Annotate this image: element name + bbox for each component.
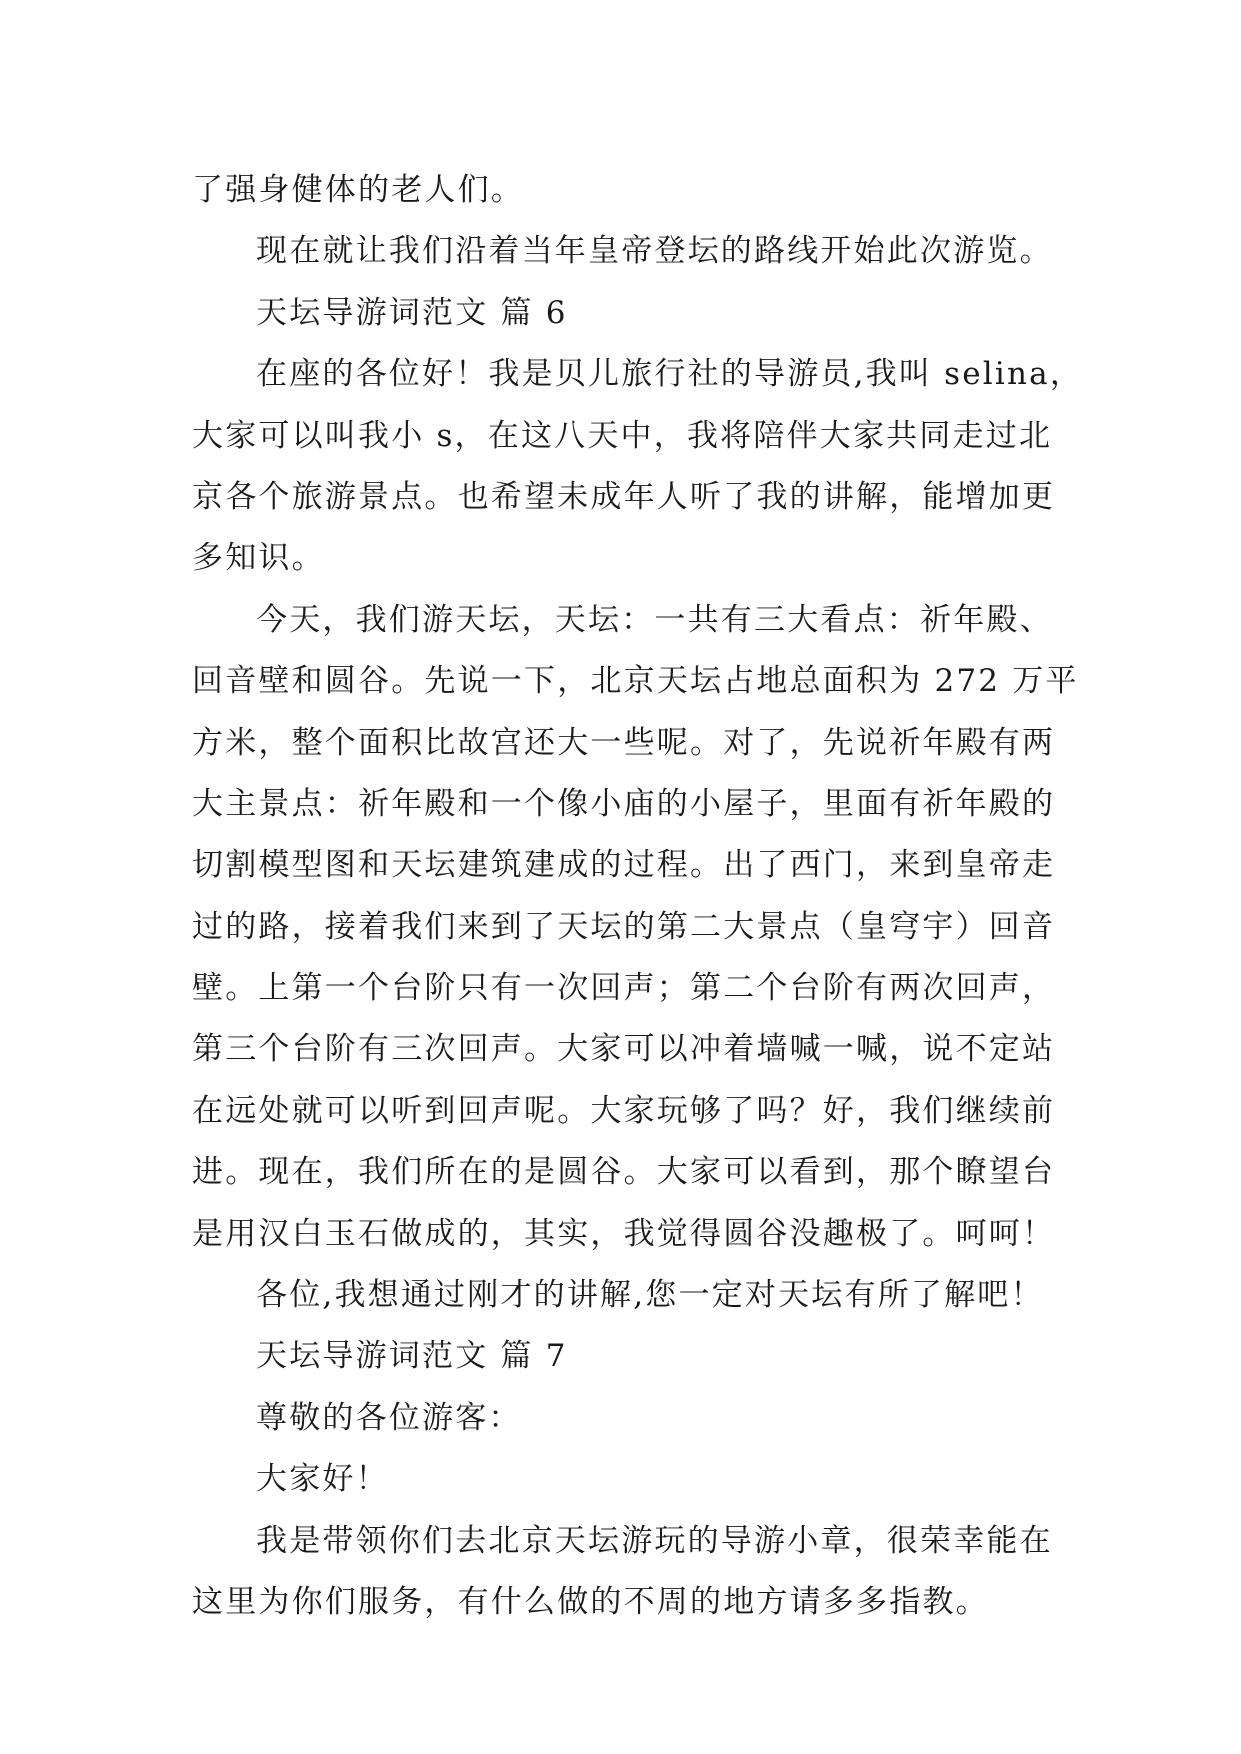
text-line: 壁。上第一个台阶只有一次回声；第二个台阶有两次回声， <box>192 970 1056 1007</box>
text-line: 了强身健体的老人们。 <box>192 172 524 208</box>
text-line: 这里为你们服务，有什么做的不周的地方请多多指教。 <box>192 1583 989 1620</box>
section-heading: 天坛导游词范文 篇 6 <box>256 294 568 331</box>
text-line: 各位,我想通过刚才的讲解,您一定对天坛有所了解吧！ <box>256 1277 1044 1314</box>
text-line: 大家可以叫我小 s，在这八天中，我将陪伴大家共同走过北 <box>192 417 1053 454</box>
text-line: 在远处就可以听到回声呢。大家玩够了吗？好，我们继续前 <box>192 1092 1056 1129</box>
text-line: 进。现在，我们所在的是圆谷。大家可以看到，那个瞭望台 <box>192 1154 1056 1191</box>
text-line: 今天，我们游天坛，天坛：一共有三大看点：祈年殿、 <box>256 601 1053 638</box>
text-line: 是用汉白玉石做成的，其实，我觉得圆谷没趣极了。呵呵！ <box>192 1215 1056 1252</box>
text-line: 京各个旅游景点。也希望未成年人听了我的讲解，能增加更 <box>192 478 1056 515</box>
text-line: 大主景点：祈年殿和一个像小庙的小屋子，里面有祈年殿的 <box>192 785 1056 822</box>
text-line: 我是带领你们去北京天坛游玩的导游小章，很荣幸能在 <box>256 1522 1053 1559</box>
section-heading: 天坛导游词范文 篇 7 <box>256 1338 568 1375</box>
text-line: 方米，整个面积比故宫还大一些呢。对了，先说祈年殿有两 <box>192 724 1056 761</box>
text-line: 切割模型图和天坛建筑建成的过程。出了西门，来到皇帝走 <box>192 847 1056 884</box>
text-line: 现在就让我们沿着当年皇帝登坛的路线开始此次游览。 <box>256 233 1053 270</box>
text-line: 过的路，接着我们来到了天坛的第二大景点（皇穹宇）回音 <box>192 908 1056 945</box>
text-line: 多知识。 <box>192 540 325 577</box>
text-line: 第三个台阶有三次回声。大家可以冲着墙喊一喊，说不定站 <box>192 1031 1056 1068</box>
text-line: 在座的各位好！我是贝儿旅行社的导游员,我叫 selina， <box>256 356 1084 393</box>
text-line: 回音壁和圆谷。先说一下，北京天坛占地总面积为 272 万平 <box>192 663 1079 700</box>
text-line: 大家好！ <box>256 1461 389 1498</box>
text-line: 尊敬的各位游客： <box>256 1399 522 1436</box>
document-body <box>192 160 1084 1633</box>
